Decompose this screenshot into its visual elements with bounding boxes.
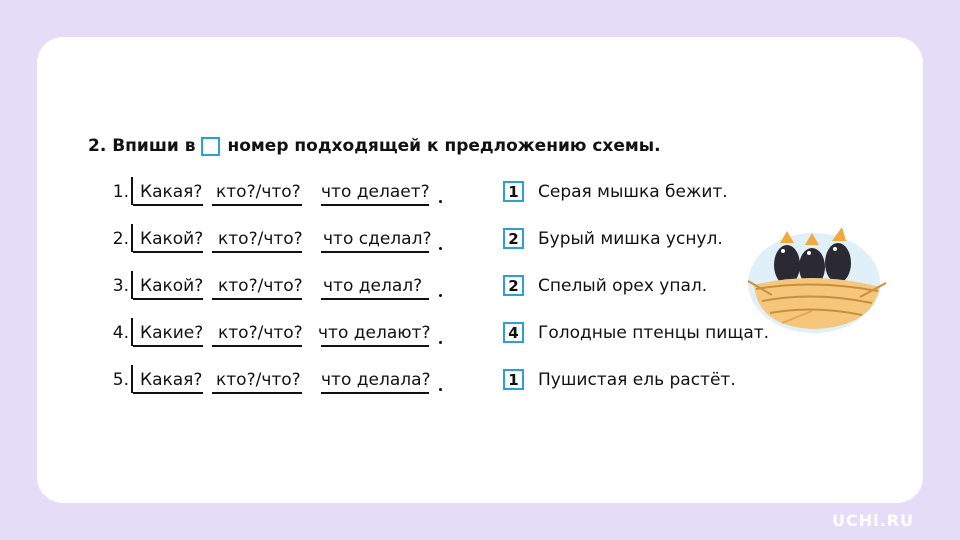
scheme-line-1 xyxy=(133,298,203,300)
content-card xyxy=(37,37,923,503)
chick-right xyxy=(825,243,851,283)
scheme-word-1: Какой? xyxy=(140,276,204,296)
period-dot xyxy=(439,388,442,391)
answer-box[interactable]: 1 xyxy=(503,181,524,202)
scheme-word-2: кто?/что? xyxy=(216,182,301,202)
row-number: 3. xyxy=(112,276,129,296)
scheme-word-3: что сделал? xyxy=(323,229,432,249)
scheme-line-2 xyxy=(212,298,302,300)
scheme-word-3: что делала? xyxy=(321,370,431,390)
scheme-word-3: что делал? xyxy=(323,276,423,296)
scheme-line-1 xyxy=(133,204,203,206)
nest-with-chicks-icon xyxy=(742,215,892,335)
row-number: 4. xyxy=(112,323,129,343)
scheme-line-2 xyxy=(212,251,302,253)
sentence: Пушистая ель растёт. xyxy=(538,370,736,390)
answer-box[interactable]: 2 xyxy=(503,228,524,249)
scheme-row-5 xyxy=(37,365,923,401)
scheme-line-3 xyxy=(321,392,429,394)
task-heading xyxy=(88,136,661,156)
scheme-bar xyxy=(131,224,133,252)
period-dot xyxy=(439,247,442,250)
row-number: 2. xyxy=(112,229,129,249)
sentence: Бурый мишка уснул. xyxy=(538,229,723,249)
scheme-line-1 xyxy=(133,251,203,253)
scheme-line-3 xyxy=(321,251,429,253)
period-dot xyxy=(439,200,442,203)
scheme-row-1 xyxy=(37,177,923,213)
answer-box[interactable]: 4 xyxy=(503,322,524,343)
sentence: Спелый орех упал. xyxy=(538,276,708,296)
period-dot xyxy=(439,294,442,297)
answer-box[interactable]: 2 xyxy=(503,275,524,296)
sentence: Голодные птенцы пищат. xyxy=(538,323,770,343)
scheme-line-3 xyxy=(321,298,429,300)
scheme-word-1: Какая? xyxy=(140,370,203,390)
empty-box-icon xyxy=(201,137,220,156)
heading-text-start: 2. Впиши в xyxy=(88,136,196,156)
scheme-word-1: Какие? xyxy=(140,323,204,343)
scheme-line-3 xyxy=(321,204,429,206)
row-number: 1. xyxy=(112,182,129,202)
sentence: Серая мышка бежит. xyxy=(538,182,728,202)
scheme-bar xyxy=(131,318,133,346)
scheme-line-3 xyxy=(321,345,429,347)
scheme-line-2 xyxy=(212,392,302,394)
scheme-line-1 xyxy=(133,345,203,347)
scheme-word-2: кто?/что? xyxy=(216,370,301,390)
scheme-word-1: Какая? xyxy=(140,182,203,202)
heading-text-end: номер подходящей к предложению схемы. xyxy=(227,136,661,156)
scheme-bar xyxy=(131,177,133,205)
scheme-word-2: кто?/что? xyxy=(218,323,303,343)
uchi-logo: UCHi.RU xyxy=(832,511,914,530)
period-dot xyxy=(439,341,442,344)
scheme-word-1: Какой? xyxy=(140,229,204,249)
scheme-word-3: что делают? xyxy=(318,323,431,343)
scheme-line-1 xyxy=(133,392,203,394)
scheme-bar xyxy=(131,365,133,393)
row-number: 5. xyxy=(112,370,129,390)
scheme-word-3: что делает? xyxy=(321,182,430,202)
scheme-line-2 xyxy=(212,345,302,347)
scheme-word-2: кто?/что? xyxy=(218,229,303,249)
scheme-line-2 xyxy=(212,204,302,206)
scheme-word-2: кто?/что? xyxy=(218,276,303,296)
scheme-bar xyxy=(131,271,133,299)
answer-box[interactable]: 1 xyxy=(503,369,524,390)
